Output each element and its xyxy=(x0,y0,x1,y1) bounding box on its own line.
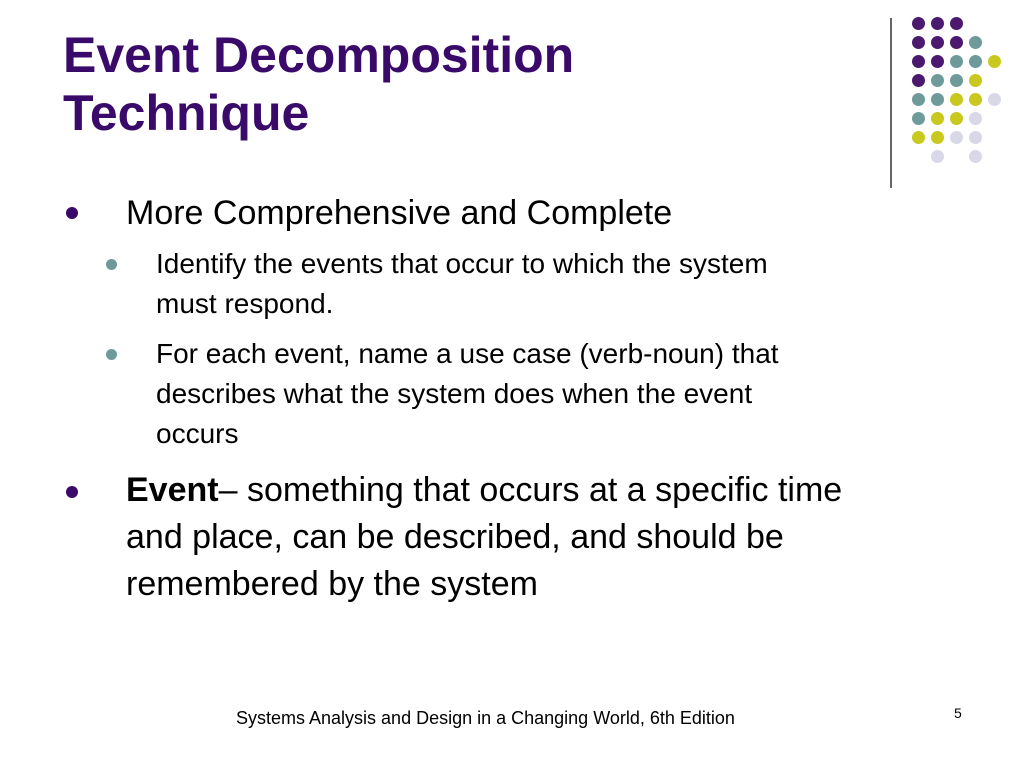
sub-bullet-1 xyxy=(156,244,956,324)
sub-bullet-marker xyxy=(106,349,117,360)
sub-bullet-marker xyxy=(106,259,117,270)
bullet-2-text xyxy=(126,467,986,608)
bullet-2-line-2: and place, can be described, and should be xyxy=(126,518,784,556)
sub-bullet-1-line-2: must respond. xyxy=(156,288,334,319)
event-term: Event xyxy=(126,471,219,509)
sub-bullet-2-line-1: For each event, name a use case (verb-noun) that xyxy=(156,338,779,369)
bullet-marker xyxy=(66,486,78,498)
sub-bullet-1-line-1: Identify the events that occur to which the system xyxy=(156,248,768,279)
title-line-1: Event Decomposition xyxy=(63,27,575,83)
bullet-1-text: More Comprehensive and Complete xyxy=(126,194,673,232)
bullet-2-line-3: remembered by the system xyxy=(126,565,538,603)
event-definition-start: – something that occurs at a specific time xyxy=(218,471,843,509)
page-number: 5 xyxy=(954,705,962,721)
bullet-2-line-1 xyxy=(126,467,986,514)
sub-bullet-2-line-2: describes what the system does when the event xyxy=(156,378,753,409)
sub-bullet-2 xyxy=(156,334,956,454)
sub-bullet-2-line-3: occurs xyxy=(156,418,239,449)
title-line-2: Technique xyxy=(63,85,310,141)
footer-text: Systems Analysis and Design in a Changing World, 6th Edition xyxy=(236,708,735,728)
bullet-marker xyxy=(66,207,78,219)
